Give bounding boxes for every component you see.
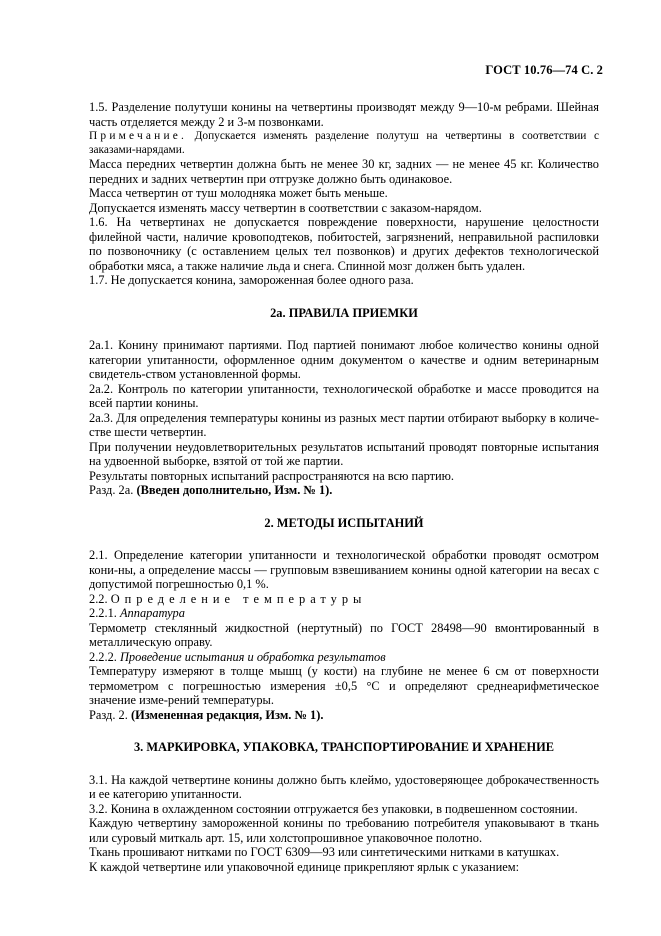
retest-paragraph: При получении неудовлетворительных результатов испытаний проводят повторные испытания на удвоенной выборке, взятой от той же партии. <box>89 439 599 468</box>
section-2-heading: 2. МЕТОДЫ ИСПЫТАНИЙ <box>264 515 424 530</box>
ref-amendment: (Введен дополнительно, Изм. № 1). <box>136 483 333 497</box>
clause-3-1: 3.1. На каждой четвертине конины должно быть клеймо, удостоверяющее доброкачественность и ее категорию упитанности. <box>89 772 599 801</box>
note-text: Допускается изменять разделение полутуш на четвертины в соответствии с заказами-нарядами. <box>89 130 599 156</box>
clause-2-2-1-text: Термометр стеклянный жидкостной (нертутный) по ГОСТ 28498—90 вмонтированный в металлическую оправу. <box>89 620 599 649</box>
mass-paragraph: Масса передних четвертин должна быть не менее 30 кг, задних — не менее 45 кг. Количество передних и задних четвертин при отгрузке должно быть одинаковое. <box>89 157 599 186</box>
ref-amendment: (Измененная редакция, Изм. № 1). <box>130 707 324 722</box>
mass-paragraph-2: Масса четвертин от туш молодняка может быть меньше. <box>89 186 388 200</box>
sewing-paragraph: Ткань прошивают нитками по ГОСТ 6309—93 или синтетическими нитками в катушках. <box>89 845 560 859</box>
clause-2a-1: 2а.1. Конину принимают партиями. Под партией понимают любое количество конины одной категории упитанности, оформленное одним документом о качестве и одним ветеринарным свидетель-ством установленной формы. <box>89 338 599 381</box>
clause-2-2 <box>89 592 599 607</box>
clause-2-2-2-title: Проведение испытания и обработка результатов <box>119 649 386 664</box>
clause-2-2-1-number: 2.2.1. <box>89 606 120 620</box>
clause-1-5: 1.5. Разделение полутуши конины на четвертины производят между 9—10-м ребрами. Шейная часть отделяется между 2 и 3-м позвонками. <box>89 100 599 129</box>
ref-prefix: Разд. 2а. <box>89 483 137 497</box>
clause-1-7: 1.7. Не допускается конина, замороженная более одного раза. <box>89 273 414 287</box>
clause-2-2-1-title: Аппаратура <box>119 606 185 620</box>
document-body <box>89 100 599 874</box>
clause-2-2-number: 2.2. <box>89 591 111 606</box>
packing-paragraph: Каждую четвертину замороженной конины по требованию потребителя упаковывают в ткань или суровый миткаль арт. 15, или холстопрошивное упаковочное полотно. <box>89 816 599 845</box>
clause-3-2: 3.2. Конина в охлажденном состоянии отгружается без упаковки, в подвешенном состоянии. <box>89 801 578 816</box>
clause-2-2-title: Определение температуры <box>110 591 367 606</box>
section-3-heading: 3. МАРКИРОВКА, УПАКОВКА, ТРАНСПОРТИРОВАНИЕ И ХРАНЕНИЕ <box>133 740 555 754</box>
clause-2a-2: 2а.2. Контроль по категории упитанности, технологической обработке и массе проводится на всей партии конины. <box>89 381 599 410</box>
ref-prefix: Разд. 2. <box>89 707 131 722</box>
section-2a-reference <box>89 483 599 498</box>
mass-paragraph-3: Допускается изменять массу четвертин в соответствии с заказом-нарядом. <box>89 200 482 215</box>
section-2a-heading: 2а. ПРАВИЛА ПРИЕМКИ <box>270 305 418 320</box>
note <box>89 129 599 157</box>
page-header-code: ГОСТ 10.76—74 С. 2 <box>485 63 603 77</box>
clause-2-2-2 <box>89 650 599 665</box>
retest-results: Результаты повторных испытаний распространяются на всю партию. <box>89 468 455 483</box>
clause-2-2-2-text: Температуру измеряют в толще мышц (у кости) на глубине не менее 6 см от поверхности термометром с погрешностью измерения ±0,5 °С и определяют среднеарифметическое значение изме-рений температуры. <box>89 664 599 707</box>
clause-2a-3: 2а.3. Для определения температуры конины из разных мест партии отбирают выборку в количе-стве шести четвертин. <box>89 410 599 439</box>
clause-2-2-1 <box>89 606 599 621</box>
clause-1-6: 1.6. На четвертинах не допускается повреждение поверхности, нарушение целостности филейной части, наличие кровоподтеков, побитостей, загрязнений, неправильной распиловки по позвоночнику (с оставлением целых тел позвонков) и других дефектов технологической обработки мяса, а также наличие льда и снега. Спинной мозг должен быть удален. <box>89 215 599 273</box>
note-label: Примечание. <box>89 130 188 142</box>
section-2-reference <box>89 708 599 723</box>
label-paragraph: К каждой четвертине или упаковочной единице прикрепляют ярлык с указанием: <box>89 859 520 874</box>
clause-2-2-2-number: 2.2.2. <box>89 649 120 664</box>
clause-2-1: 2.1. Определение категории упитанности и технологической обработки проводят осмотром кони-ны, а определение массы — групповым взвешиванием конины одной категории на весах с допустимой погрешностью 0,1 %. <box>89 548 599 591</box>
